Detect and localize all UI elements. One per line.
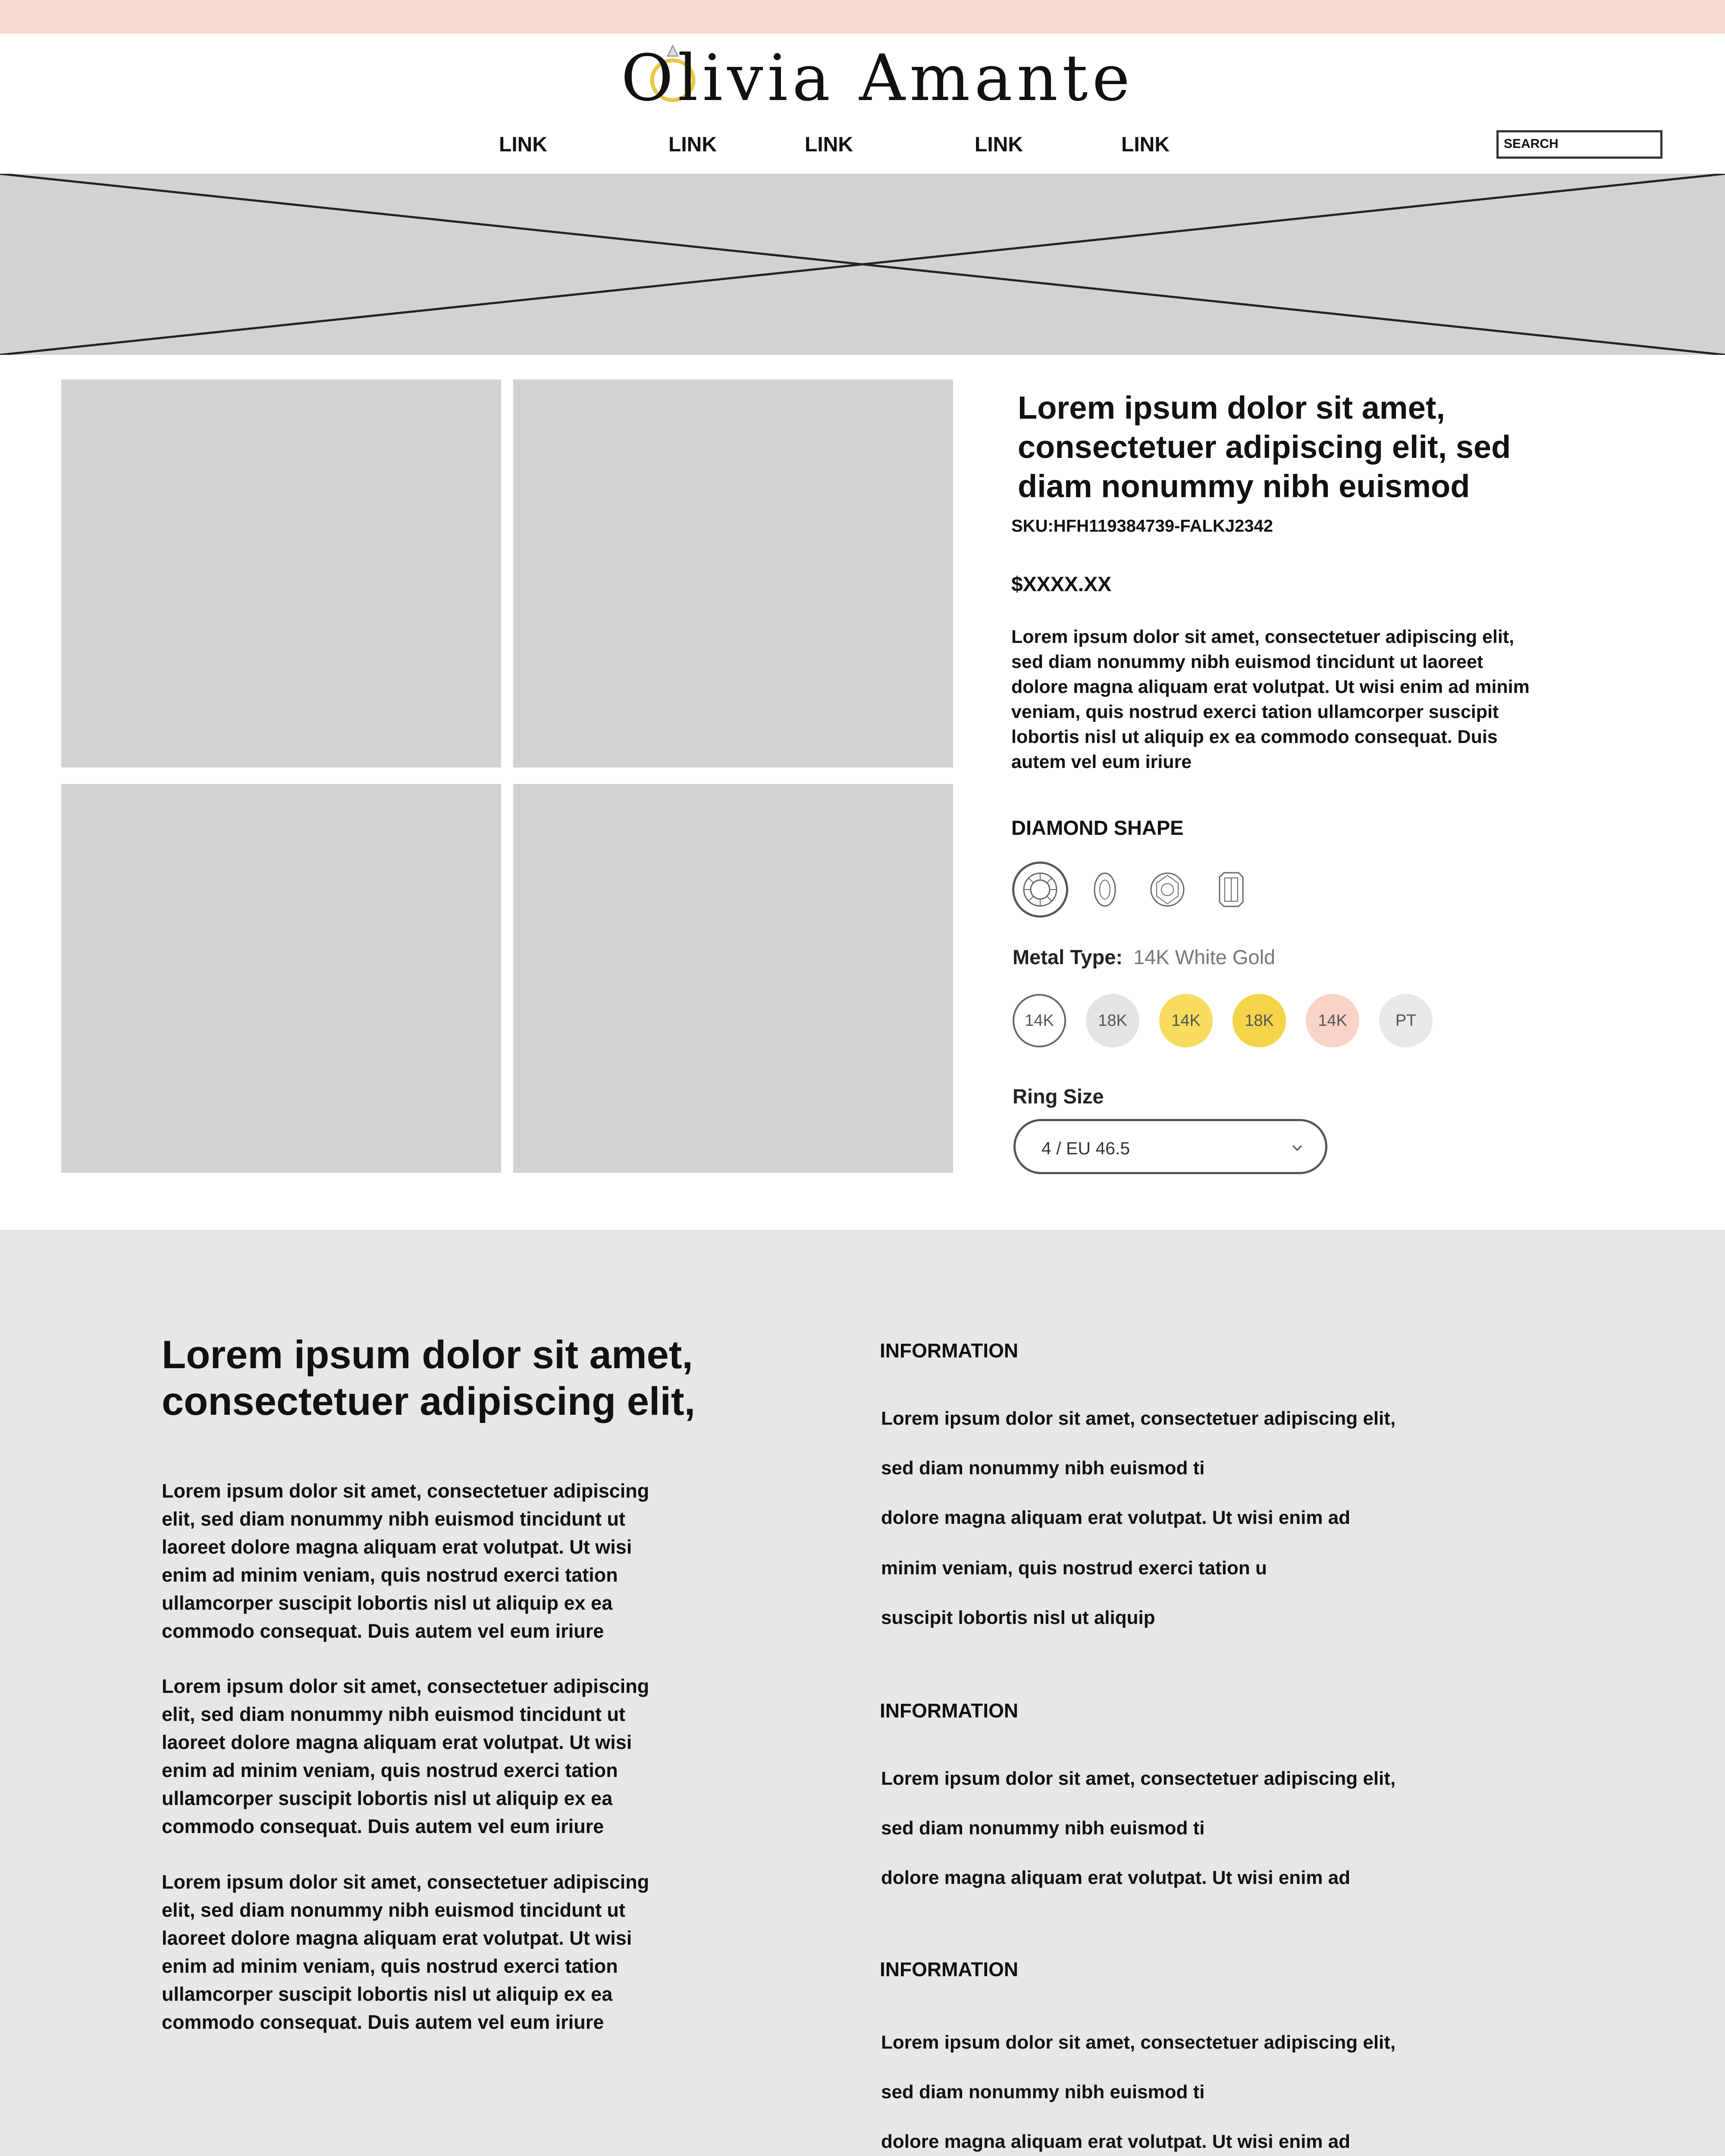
info-paragraph-1: Lorem ipsum dolor sit amet, consectetuer adipiscing elit, sed diam nonummy nibh euismod tincidunt ut laoreet dolore magna aliquam erat volutpat. Ut wisi enim ad minim veniam, quis nostrud exerci tation ullamcorper suscipit lobortis nisl ut aliquip ex ea commodo consequat. Duis autem vel eum iriure — [162, 1480, 649, 1642]
nav-link-2[interactable]: LINK — [668, 133, 717, 156]
search-input[interactable]: SEARCH — [1496, 130, 1662, 159]
oval-diamond-icon — [1090, 870, 1120, 909]
ring-size-label: Ring Size — [1013, 1085, 1104, 1108]
info-line: dolore magna aliquam erat volutpat. Ut wisi enim ad — [881, 1507, 1350, 1528]
info-line: suscipit lobortis nisl ut aliquip — [881, 1607, 1155, 1628]
info-line: Lorem ipsum dolor sit amet, consectetuer adipiscing elit, — [881, 2032, 1396, 2053]
metal-type-value: 14K White Gold — [1133, 946, 1276, 968]
product-title: Lorem ipsum dolor sit amet, consectetuer adipiscing elit, sed diam nonummy nibh euismod — [1018, 390, 1511, 504]
info-line: minim veniam, quis nostrud exerci tation u — [881, 1557, 1267, 1579]
info-line: Lorem ipsum dolor sit amet, consectetuer adipiscing elit, — [881, 1768, 1396, 1789]
info-heading-3: INFORMATION — [880, 1958, 1019, 1981]
info-heading-1: INFORMATION — [880, 1339, 1019, 1362]
ring-size-value: 4 / EU 46.5 — [1041, 1138, 1130, 1158]
info-line: dolore magna aliquam erat volutpat. Ut wisi enim ad — [881, 2131, 1350, 2152]
info-line: sed diam nonummy nibh euismod ti — [881, 2081, 1205, 2103]
metal-option-2[interactable]: 18K — [1086, 994, 1139, 1047]
chevron-down-icon — [1289, 1139, 1306, 1156]
product-sku: SKU:HFH119384739-FALKJ2342 — [1011, 517, 1273, 536]
metal-option-5[interactable]: 14K — [1306, 994, 1359, 1047]
product-price: $XXXX.XX — [1011, 573, 1112, 596]
promo-bar — [0, 0, 1725, 34]
metal-option-3[interactable]: 14K — [1159, 994, 1213, 1047]
nav-link-5[interactable]: LINK — [1121, 133, 1170, 156]
info-paragraph-2: Lorem ipsum dolor sit amet, consectetuer adipiscing elit, sed diam nonummy nibh euismod tincidunt ut laoreet dolore magna aliquam erat volutpat. Ut wisi enim ad minim veniam, quis nostrud exerci tation ullamcorper suscipit lobortis nisl ut aliquip ex ea commodo consequat. Duis autem vel eum iriure — [162, 1675, 649, 1837]
metal-option-1[interactable]: 14K — [1013, 994, 1066, 1047]
ring-size-select[interactable] — [1013, 1119, 1327, 1174]
info-line: dolore magna aliquam erat volutpat. Ut wisi enim ad — [881, 1867, 1350, 1888]
nav-link-4[interactable]: LINK — [975, 133, 1023, 156]
info-line: sed diam nonummy nibh euismod ti — [881, 1818, 1205, 1839]
info-line: Lorem ipsum dolor sit amet, consectetuer adipiscing elit, — [881, 1408, 1396, 1429]
product-image-1[interactable] — [61, 379, 501, 768]
diamond-shape-label: DIAMOND SHAPE — [1011, 816, 1184, 839]
brand-logo[interactable]: Olivia Amante — [621, 41, 1135, 115]
shape-option-cushion[interactable] — [1139, 862, 1195, 918]
product-image-2[interactable] — [513, 379, 953, 768]
round-diamond-icon — [1021, 870, 1060, 909]
nav-link-3[interactable]: LINK — [805, 133, 853, 156]
cushion-diamond-icon — [1148, 870, 1187, 909]
shape-option-oval[interactable] — [1077, 862, 1133, 918]
info-title: Lorem ipsum dolor sit amet, consectetuer adipiscing elit, — [162, 1333, 696, 1423]
info-heading-2: INFORMATION — [880, 1699, 1019, 1722]
metal-option-4[interactable]: 18K — [1233, 994, 1286, 1047]
hero-banner-placeholder — [0, 174, 1725, 355]
product-image-3[interactable] — [61, 784, 501, 1173]
info-paragraph-3: Lorem ipsum dolor sit amet, consectetuer adipiscing elit, sed diam nonummy nibh euismod tincidunt ut laoreet dolore magna aliquam erat volutpat. Ut wisi enim ad minim veniam, quis nostrud exerci tation ullamcorper suscipit lobortis nisl ut aliquip ex ea commodo consequat. Duis autem vel eum iriure — [162, 1871, 649, 2033]
info-line: sed diam nonummy nibh euismod ti — [881, 1457, 1205, 1479]
product-image-4[interactable] — [513, 784, 953, 1173]
shape-option-round[interactable] — [1012, 862, 1068, 918]
shape-option-emerald[interactable] — [1203, 862, 1259, 918]
product-description: Lorem ipsum dolor sit amet, consectetuer adipiscing elit, sed diam nonummy nibh euismod tincidunt ut laoreet dolore magna aliquam erat volutpat. Ut wisi enim ad minim veniam, quis nostrud exerci tation ullamcorper suscipit lobortis nisl ut aliquip ex ea commodo consequat. Duis autem vel eum iriure — [1011, 627, 1530, 772]
metal-type-label: Metal Type: — [1013, 946, 1123, 968]
nav-link-1[interactable]: LINK — [499, 133, 547, 156]
emerald-diamond-icon — [1216, 870, 1246, 909]
metal-option-6[interactable]: PT — [1379, 994, 1433, 1047]
